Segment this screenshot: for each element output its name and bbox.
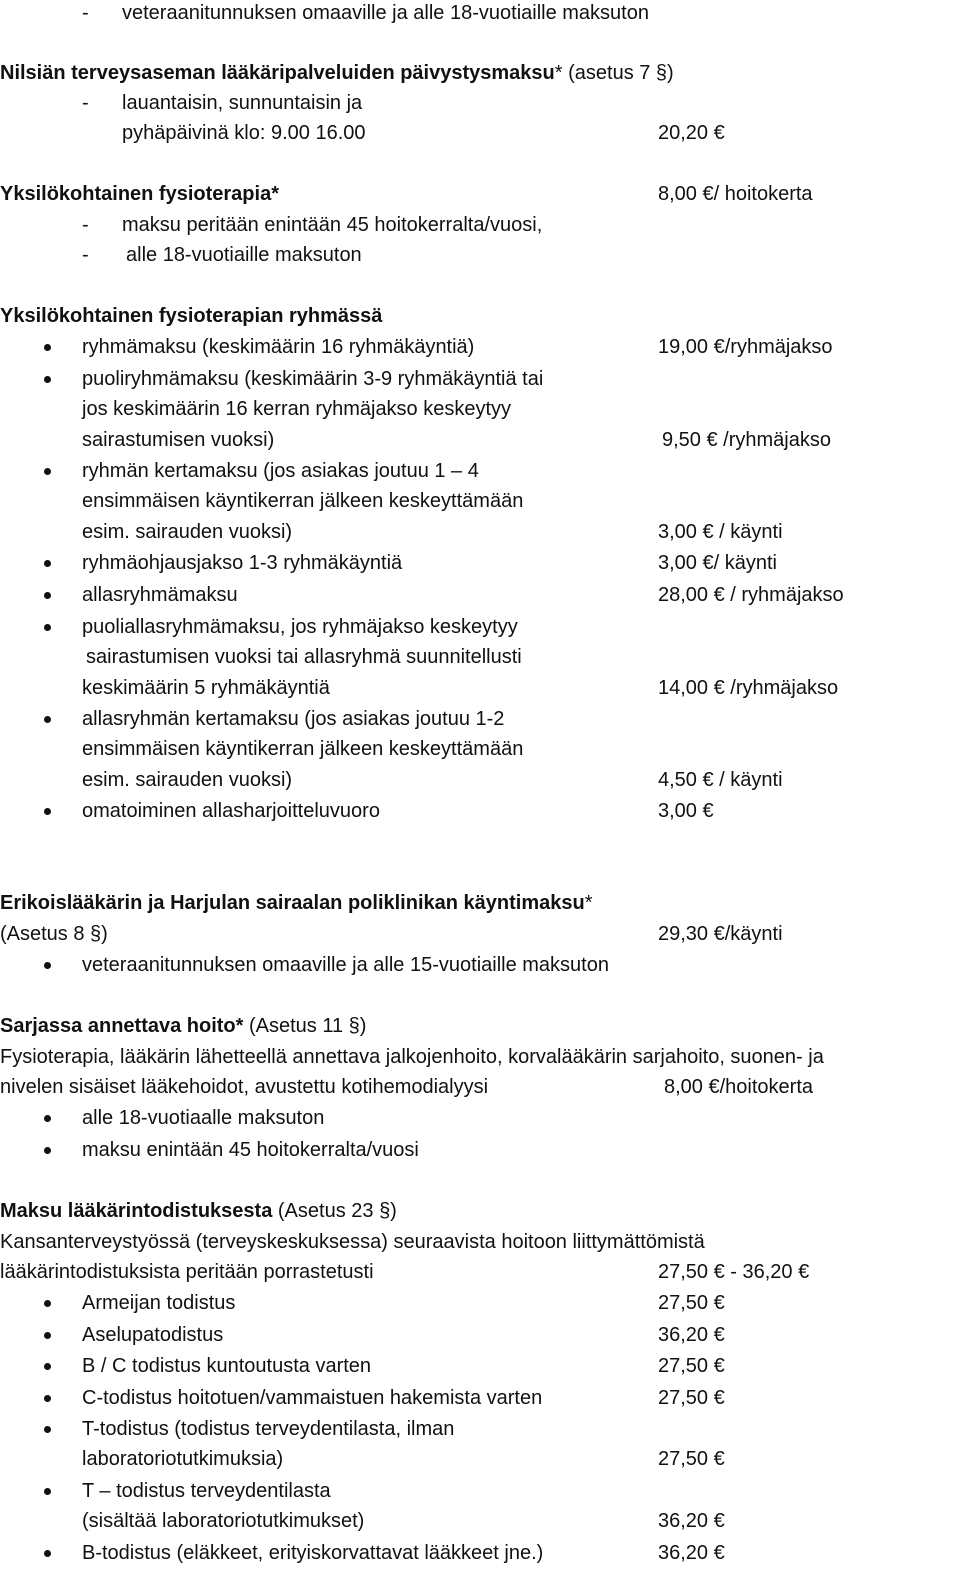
bullet-dot bbox=[44, 344, 51, 351]
bullet-dot bbox=[44, 1363, 51, 1370]
nilsia-heading bbox=[0, 60, 674, 86]
todistus-item-line: B / C todistus kuntoutusta varten bbox=[82, 1355, 372, 1377]
bullet-dot bbox=[44, 1115, 51, 1122]
ryhma-item-price: 9,50 € /ryhmäjakso bbox=[662, 429, 831, 451]
todistus-item-price: 36,20 € bbox=[658, 1324, 725, 1346]
erikois-title-suffix: * bbox=[584, 892, 593, 914]
ryhma-title: Yksilökohtainen fysioterapian ryhmässä bbox=[0, 305, 383, 327]
ryhma-item-line: ryhmämaksu (keskimäärin 16 ryhmäkäyntiä) bbox=[82, 336, 475, 358]
bullet-dot bbox=[44, 1300, 51, 1307]
bullet-dot bbox=[44, 1488, 51, 1495]
ryhma-item-line: sairastumisen vuoksi tai allasryhmä suunnitellusti bbox=[86, 646, 522, 668]
ryhma-item-price: 14,00 € /ryhmäjakso bbox=[658, 677, 839, 699]
todistus-item-line: B-todistus (eläkkeet, erityiskorvattavat lääkkeet jne.) bbox=[82, 1542, 544, 1564]
bullet-dot bbox=[44, 1332, 51, 1339]
todistus-item-price: 27,50 € bbox=[658, 1448, 725, 1470]
ryhma-item-price: 3,00 € bbox=[658, 800, 714, 822]
todistus-item-line: C-todistus hoitotuen/vammaistuen hakemista varten bbox=[82, 1387, 543, 1409]
bullet-dot bbox=[44, 376, 51, 383]
todistus-item-price: 36,20 € bbox=[658, 1510, 725, 1532]
dash-marker: - bbox=[82, 2, 89, 24]
nilsia-line2: pyhäpäivinä klo: 9.00 16.00 bbox=[122, 122, 366, 144]
sarja-bullet: alle 18-vuotiaalle maksuton bbox=[82, 1107, 325, 1129]
ryhma-item-line: omatoiminen allasharjoitteluvuoro bbox=[82, 800, 380, 822]
bullet-dot bbox=[44, 560, 51, 567]
dash-marker: - bbox=[82, 214, 89, 236]
fysio-line2: alle 18-vuotiaille maksuton bbox=[126, 244, 362, 266]
sarja-title-suffix: (Asetus 11 §) bbox=[243, 1015, 367, 1037]
todistus-item-line: (sisältää laboratoriotutkimukset) bbox=[82, 1510, 365, 1532]
ryhma-item-price: 3,00 €/ käynti bbox=[658, 552, 777, 574]
bullet-dot bbox=[44, 1147, 51, 1154]
ryhma-item-price: 4,50 € / käynti bbox=[658, 769, 783, 791]
nilsia-title: Nilsiän terveysaseman lääkäripalveluiden päivystysmaksu bbox=[0, 62, 555, 84]
nilsia-price: 20,20 € bbox=[658, 122, 725, 144]
ryhma-item-line: esim. sairauden vuoksi) bbox=[82, 769, 293, 791]
ryhma-item-line: sairastumisen vuoksi) bbox=[82, 429, 275, 451]
erikois-heading bbox=[0, 890, 593, 916]
sarja-price: 8,00 €/hoitokerta bbox=[664, 1076, 813, 1098]
erikois-bullet: veteraanitunnuksen omaaville ja alle 15-vuotiaille maksuton bbox=[82, 954, 609, 976]
todistus-item-line: Aselupatodistus bbox=[82, 1324, 224, 1346]
todistus-title-suffix: (Asetus 23 §) bbox=[272, 1200, 397, 1222]
todistus-item-line: laboratoriotutkimuksia) bbox=[82, 1448, 284, 1470]
todistus-item-price: 36,20 € bbox=[658, 1542, 725, 1564]
bullet-dot bbox=[44, 468, 51, 475]
sarja-line1: Fysioterapia, lääkärin lähetteellä annettava jalkojenhoito, korvalääkärin sarjahoito, suonen- ja bbox=[0, 1046, 824, 1068]
todistus-title: Maksu lääkärintodistuksesta bbox=[0, 1200, 273, 1222]
ryhma-item-line: esim. sairauden vuoksi) bbox=[82, 521, 293, 543]
ryhma-item-line: allasryhmän kertamaksu (jos asiakas joutuu 1-2 bbox=[82, 708, 505, 730]
ryhma-item-line: ryhmäohjausjakso 1-3 ryhmäkäyntiä bbox=[82, 552, 403, 574]
nilsia-line1: lauantaisin, sunnuntaisin ja bbox=[122, 92, 363, 114]
fysio-line1: maksu peritään enintään 45 hoitokerralta/vuosi, bbox=[122, 214, 543, 236]
todistus-heading bbox=[0, 1198, 397, 1224]
veteran-line: veteraanitunnuksen omaaville ja alle 18-vuotiaille maksuton bbox=[122, 2, 649, 24]
ryhma-item-price: 3,00 € / käynti bbox=[658, 521, 783, 543]
sarja-line2: nivelen sisäiset lääkehoidot, avustettu kotihemodialyysi bbox=[0, 1076, 489, 1098]
todistus-item-line: Armeijan todistus bbox=[82, 1292, 236, 1314]
ryhma-item-price: 28,00 € / ryhmäjakso bbox=[658, 584, 844, 606]
todistus-item-price: 27,50 € bbox=[658, 1292, 725, 1314]
bullet-dot bbox=[44, 1426, 51, 1433]
todistus-line2: lääkärintodistuksista peritään porrastetusti bbox=[0, 1261, 374, 1283]
todistus-item-line: T-todistus (todistus terveydentilasta, ilman bbox=[82, 1418, 455, 1440]
bullet-dot bbox=[44, 1550, 51, 1557]
bullet-dot bbox=[44, 592, 51, 599]
ryhma-item-line: puoliallasryhmämaksu, jos ryhmäjakso keskeytyy bbox=[82, 616, 518, 638]
fysio-price: 8,00 €/ hoitokerta bbox=[658, 183, 813, 205]
todistus-price: 27,50 € - 36,20 € bbox=[658, 1261, 810, 1283]
erikois-price: 29,30 €/käynti bbox=[658, 923, 783, 945]
bullet-dot bbox=[44, 624, 51, 631]
ryhma-item-line: ryhmän kertamaksu (jos asiakas joutuu 1 – 4 bbox=[82, 460, 479, 482]
sarja-title: Sarjassa annettava hoito* bbox=[0, 1015, 244, 1037]
erikois-line1: (Asetus 8 §) bbox=[0, 923, 108, 945]
dash-marker: - bbox=[82, 244, 89, 266]
ryhma-item-line: jos keskimäärin 16 kerran ryhmäjakso keskeytyy bbox=[82, 398, 512, 420]
ryhma-item-line: ensimmäisen käyntikerran jälkeen keskeyttämään bbox=[82, 490, 524, 512]
dash-marker: - bbox=[82, 92, 89, 114]
bullet-dot bbox=[44, 962, 51, 969]
bullet-dot bbox=[44, 1395, 51, 1402]
erikois-title: Erikoislääkärin ja Harjulan sairaalan poliklinikan käyntimaksu bbox=[0, 892, 585, 914]
ryhma-item-line: allasryhmämaksu bbox=[82, 584, 238, 606]
todistus-item-line: T – todistus terveydentilasta bbox=[82, 1480, 331, 1502]
ryhma-item-price: 19,00 €/ryhmäjakso bbox=[658, 336, 833, 358]
sarja-bullet: maksu enintään 45 hoitokerralta/vuosi bbox=[82, 1139, 419, 1161]
bullet-dot bbox=[44, 716, 51, 723]
nilsia-title-suffix: * (asetus 7 §) bbox=[554, 62, 674, 84]
ryhma-item-line: puoliryhmämaksu (keskimäärin 3-9 ryhmäkäyntiä tai bbox=[82, 368, 544, 390]
fysio-title: Yksilökohtainen fysioterapia* bbox=[0, 183, 279, 205]
todistus-item-price: 27,50 € bbox=[658, 1355, 725, 1377]
sarja-heading bbox=[0, 1013, 366, 1039]
todistus-line1: Kansanterveystyössä (terveyskeskuksessa) seuraavista hoitoon liittymättömistä bbox=[0, 1231, 705, 1253]
ryhma-item-line: ensimmäisen käyntikerran jälkeen keskeyttämään bbox=[82, 738, 524, 760]
bullet-dot bbox=[44, 808, 51, 815]
todistus-item-price: 27,50 € bbox=[658, 1387, 725, 1409]
ryhma-item-line: keskimäärin 5 ryhmäkäyntiä bbox=[82, 677, 330, 699]
